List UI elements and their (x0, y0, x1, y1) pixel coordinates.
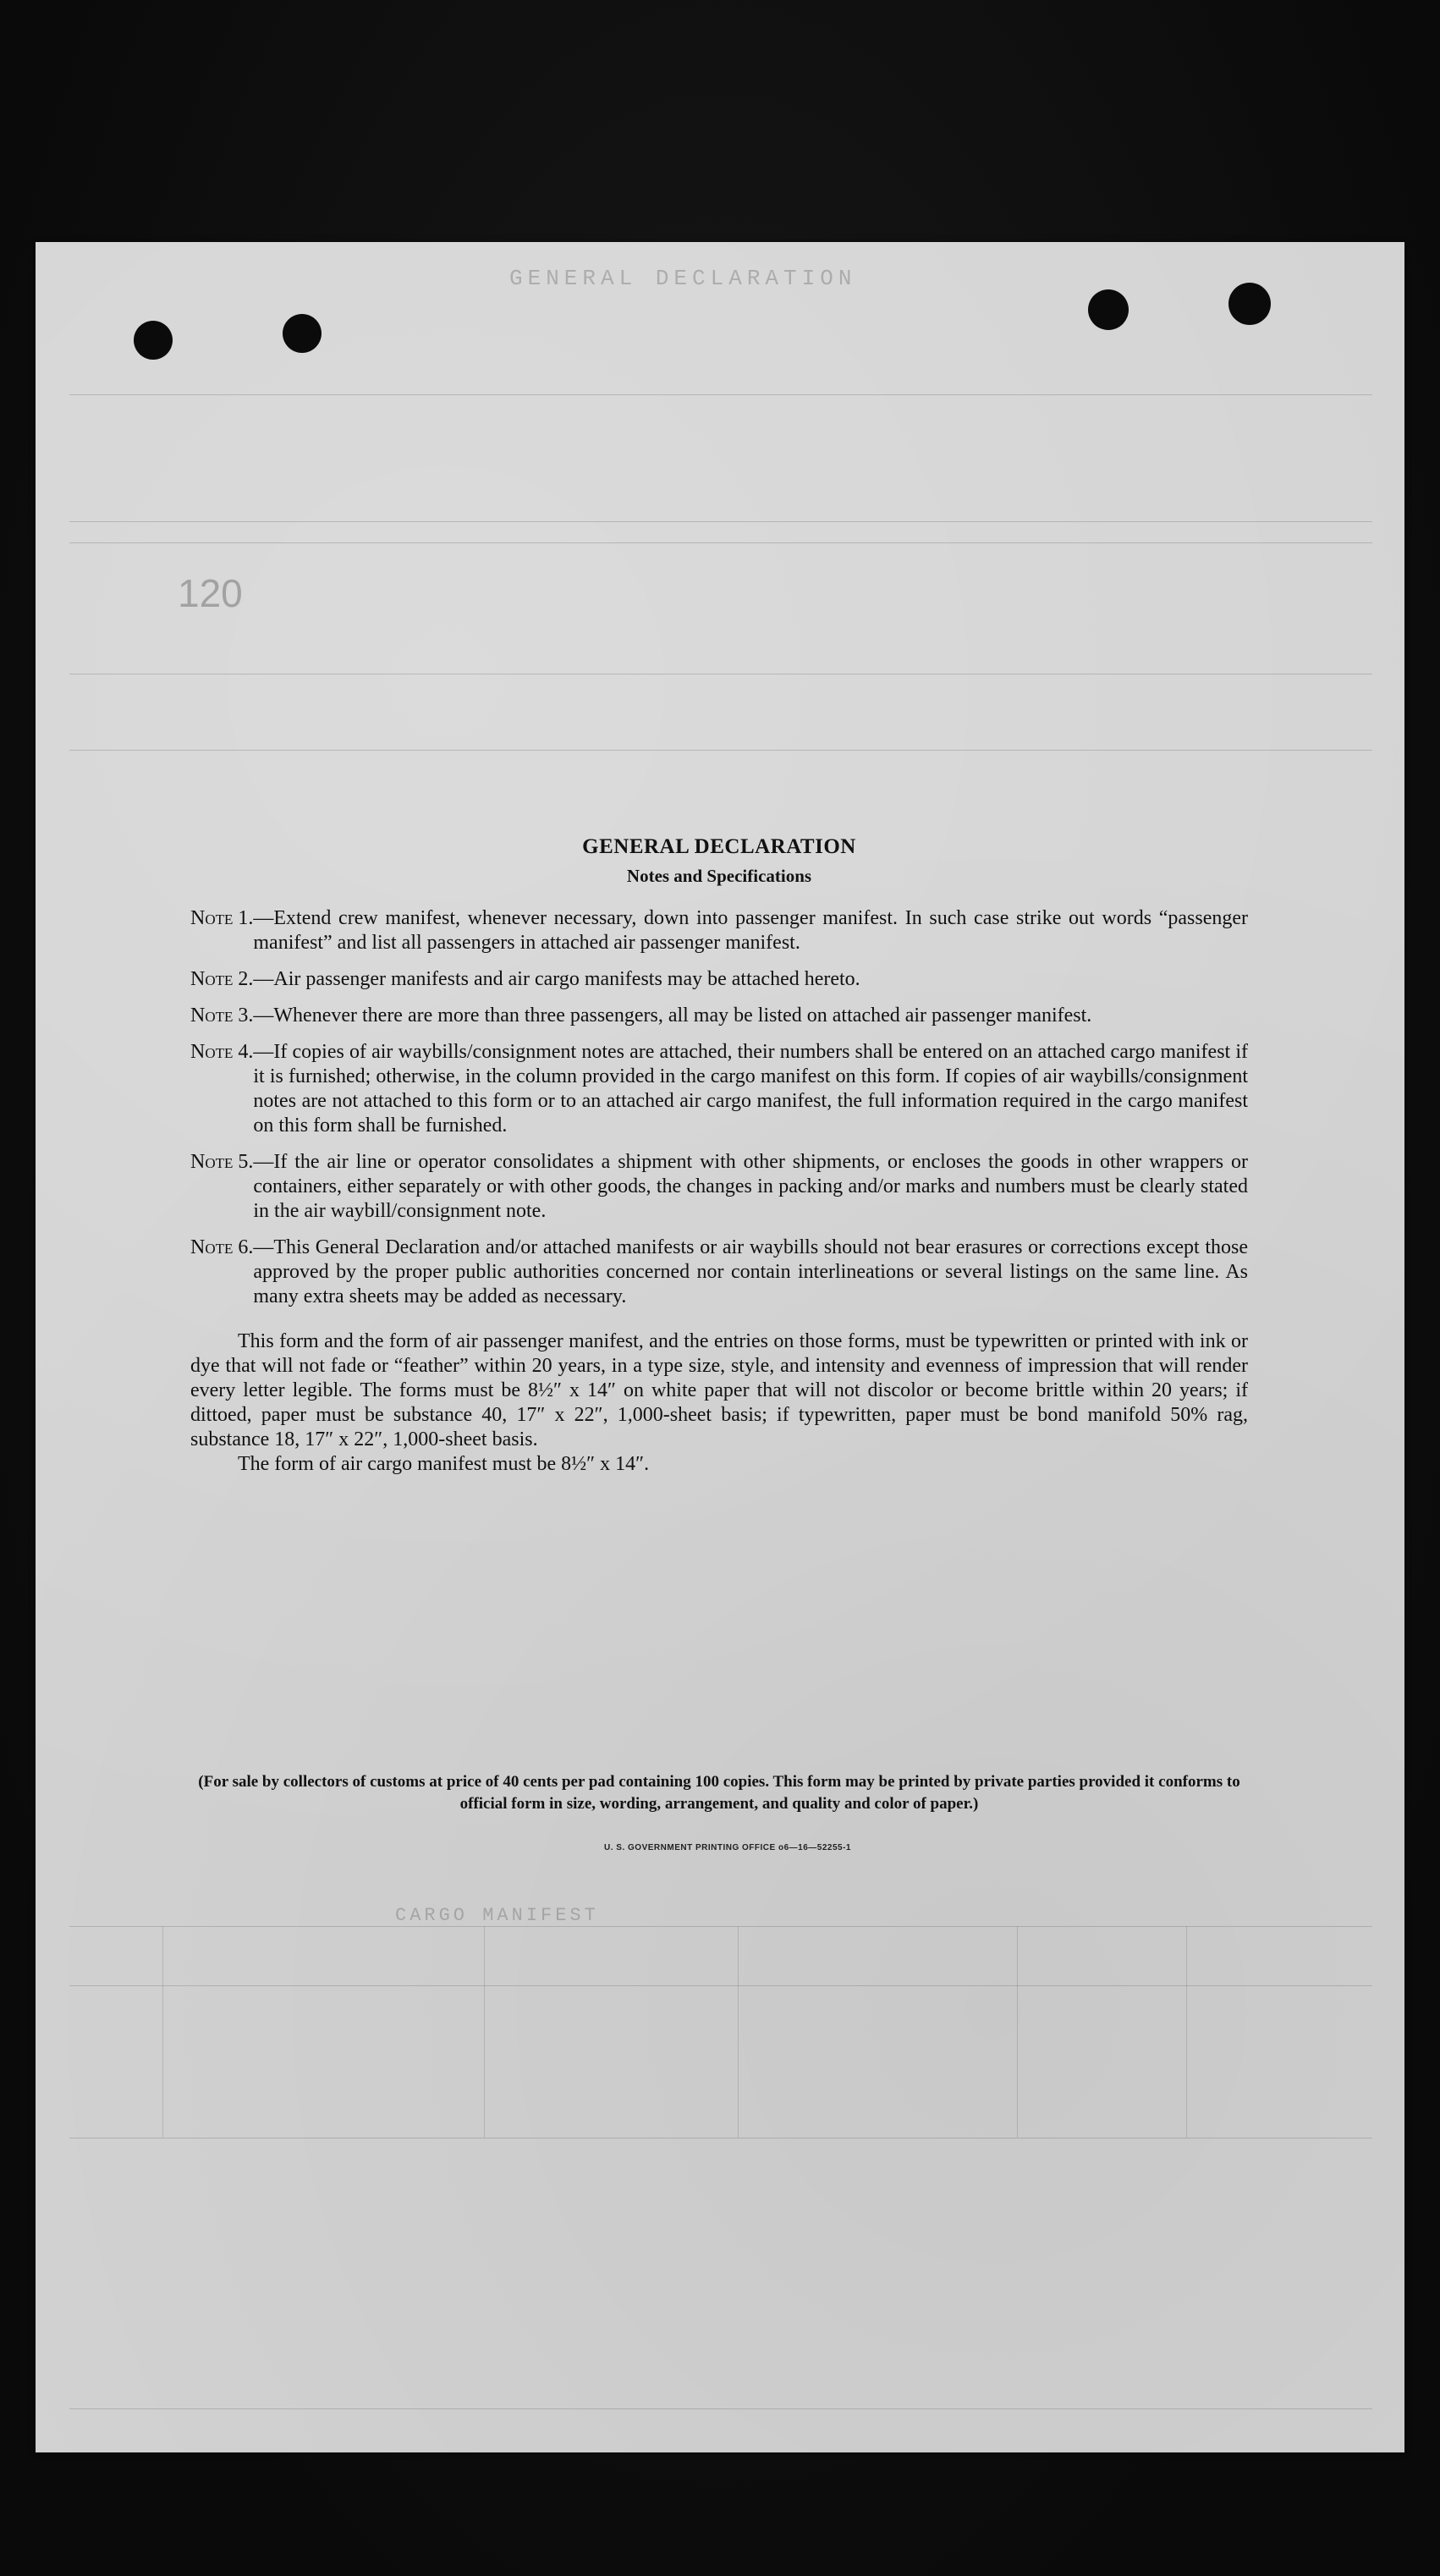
punch-hole-1 (134, 321, 173, 360)
bleed-through-cargo-manifest: CARGO MANIFEST (395, 1905, 599, 1926)
bleed-vline (1186, 1926, 1187, 2138)
bleed-vline (1017, 1926, 1018, 2138)
bleed-line (69, 1926, 1372, 1927)
bleed-line (69, 521, 1372, 522)
cargo-manifest-size-note: The form of air cargo manifest must be 8½″ x 14″. (238, 1453, 650, 1475)
punch-hole-3 (1088, 289, 1129, 330)
note-2 (190, 967, 1248, 992)
page-title: GENERAL DECLARATION (582, 835, 856, 858)
page-subtitle: Notes and Specifications (626, 866, 812, 886)
note-label: Note 1. (190, 907, 254, 929)
note-label: Note 6. (190, 1236, 254, 1258)
notes-and-specifications (190, 834, 1248, 1477)
form-specification-paragraph: This form and the form of air passenger manifest, and the entries on those forms, must be typewritten or printed with ink or dye that will not fade or “feather” within 20 years, in a type size, style, and intensity and evenness of impression that will render every letter legible. The forms must be 8½″ x 14″ on white paper that will not discolor or become brittle within 20 years; if dittoed, paper must be substance 40, 17″ x 22″, 1,000-sheet basis; if typewritten, paper must be bond manifold 50% rag, substance 18, 17″ x 22″, 1,000-sheet basis. (190, 1330, 1248, 1450)
note-text: —Whenever there are more than three passengers, all may be listed on attached air passenger manifest. (253, 1005, 1092, 1027)
bleed-line (69, 542, 1372, 543)
bleed-line (69, 750, 1372, 751)
note-label: Note 2. (190, 968, 254, 990)
note-6 (190, 1236, 1248, 1309)
note-text: —If copies of air waybills/consignment notes are attached, their numbers shall be entered on an attached cargo manifest if it is furnished; otherwise, in the column provided in the cargo manifest on this form. If copies of air waybills/consignment notes are not attached to this form or to an attached air cargo manifest, the full information required in the cargo manifest on this form shall be furnished. (253, 1041, 1248, 1137)
note-3 (190, 1004, 1248, 1028)
bleed-line (69, 1985, 1372, 1986)
bleed-vline (484, 1926, 485, 2138)
sale-notice: (For sale by collectors of customs at price of 40 cents per pad containing 100 copies. This form may be printed by private parties provided it conforms to official form in size, wording, arrangement, and quality and color of paper.) (198, 1773, 1240, 1813)
note-label: Note 5. (190, 1151, 254, 1173)
bleed-vline (162, 1926, 163, 2138)
bleed-line (69, 2408, 1372, 2409)
punch-hole-2 (283, 314, 322, 353)
note-text: —This General Declaration and/or attached manifests or air waybills should not bear erasures or corrections except those approved by the proper public authorities concerned nor contain interlineations or several listings on the same line. As many extra sheets may be added as necessary. (253, 1236, 1248, 1307)
printing-office-imprint: U. S. GOVERNMENT PRINTING OFFICE o6—16—52255-1 (604, 1843, 851, 1852)
note-text: —If the air line or operator consolidates a shipment with other shipments, or encloses the goods in other wrappers or containers, either separately or with other goods, the changes in packing and/or marks and numbers must be clearly stated in the air waybill/consignment note. (253, 1151, 1248, 1222)
bleed-line (69, 394, 1372, 395)
punch-hole-4 (1228, 283, 1271, 325)
note-label: Note 3. (190, 1005, 254, 1027)
bleed-through-number: 120 (178, 571, 243, 615)
bleed-through-header: GENERAL DECLARATION (509, 266, 857, 291)
note-4 (190, 1040, 1248, 1138)
note-text: —Extend crew manifest, whenever necessary, down into passenger manifest. In such case strike out words “passenger manifest” and list all passengers in attached air passenger manifest. (253, 907, 1248, 954)
bleed-vline (738, 1926, 739, 2138)
note-label: Note 4. (190, 1041, 254, 1063)
note-1 (190, 906, 1248, 955)
note-5 (190, 1150, 1248, 1224)
note-text: —Air passenger manifests and air cargo manifests may be attached hereto. (253, 968, 860, 990)
